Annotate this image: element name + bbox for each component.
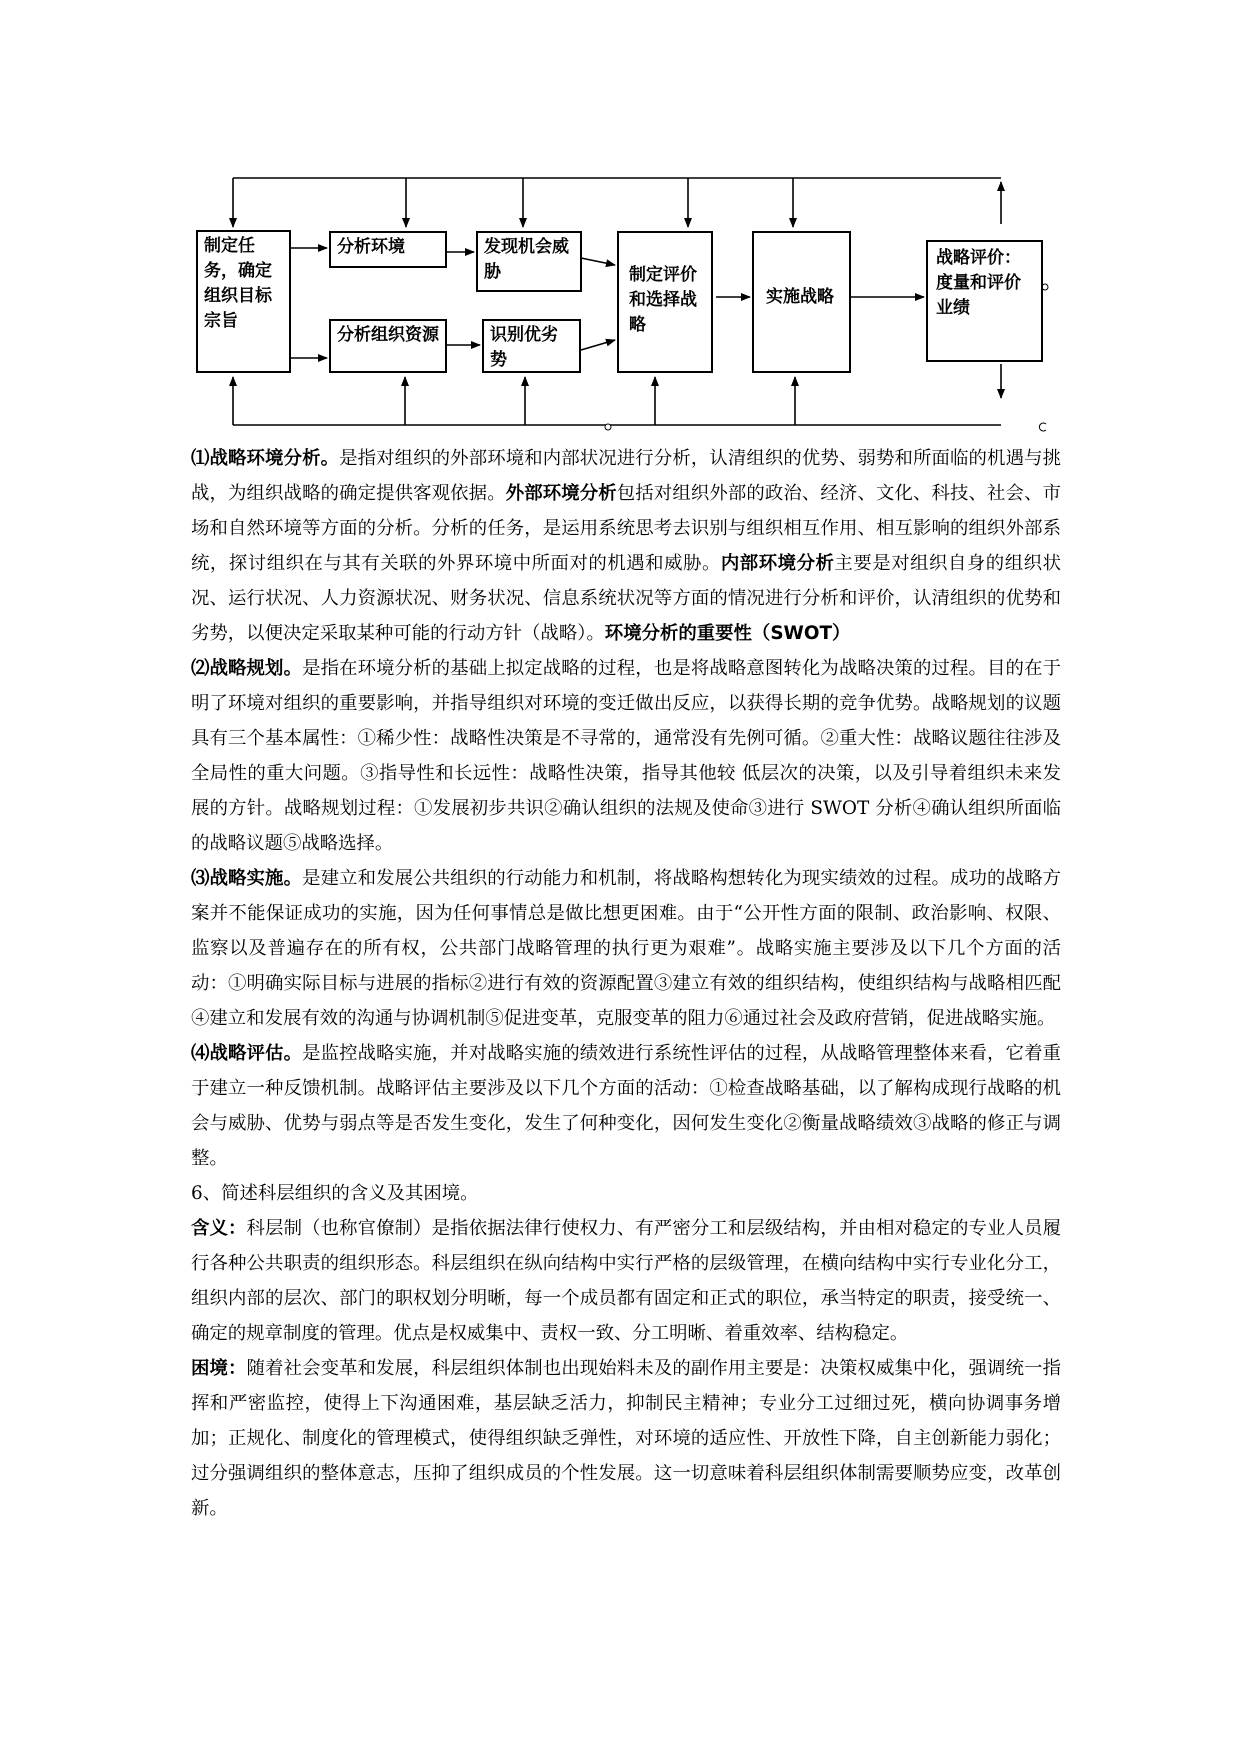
strategy-flow-diagram <box>0 0 1241 440</box>
section-title: ⑵战略规划。 <box>191 658 303 679</box>
paragraph-environment-analysis <box>191 441 1061 651</box>
paragraph-strategy-implementation <box>191 861 1061 1036</box>
paragraph-text: 是监控战略实施，并对战略实施的绩效进行系统性评估的过程，从战略管理整体来看，它着重于建立一种反馈机制。战略评估主要涉及以下几个方面的活动：①检查战略基础，以了解构成现行战略的机会与威胁、优势与弱点等是否发生变化，发生了何种变化，因何发生变化②衡量战略绩效③战略的修正与调整。 <box>191 1043 1061 1169</box>
box-implement-strategy: 实施战略 <box>752 231 851 373</box>
box-find-opportunities-threats: 发现机会威胁 <box>476 231 582 292</box>
term-internal-analysis: 内部环境分析 <box>720 553 835 574</box>
margin-mark <box>1039 423 1046 431</box>
diagram-connectors <box>0 0 1241 440</box>
paragraph-text: 是指对组织的外部环境和内部状况进行分析，认清组织的优势、弱势和所面临的机遇与挑战，为组织战略的确定提供客观依据。 <box>191 448 1061 504</box>
body-text <box>191 441 1061 1526</box>
paragraph-dilemma <box>191 1351 1061 1526</box>
box-evaluate-strategy: 战略评价：度量和评价业绩 <box>926 240 1043 362</box>
box-identify-strengths-weaknesses: 识别优劣势 <box>482 319 581 373</box>
paragraph-text: 包括对组织外部的政治、经济、文化、科技、社会、市场和自然环境等方面的分析。分析的任务，是运用系统思考去识别与组织相互作用、相互影响的组织外部系统，探讨组织在与其有关联的外界环境中所面对的机遇和威胁。 <box>191 483 1061 574</box>
term-swot-importance: 环境分析的重要性（SWOT） <box>604 623 851 644</box>
junction-dot <box>605 424 611 430</box>
box-analyze-resources: 分析组织资源 <box>329 319 447 373</box>
paragraph-text: 主要是对组织自身的组织状况、运行状况、人力资源状况、财务状况、信息系统状况等方面的情况进行分析和评价，认清组织的优势和劣势，以便决定采取某种可能的行动方针（战略）。 <box>191 553 1061 644</box>
term-external-analysis: 外部环境分析 <box>505 483 617 504</box>
box-formulate-strategy: 制定评价和选择战略 <box>617 231 713 373</box>
paragraph-text: 是指在环境分析的基础上拟定战略的过程，也是将战略意图转化为战略决策的过程。目的在于明了环境对组织的重要影响，并指导组织对环境的变迁做出反应，以获得长期的竞争优势。战略规划的议题具有三个基本属性：①稀少性：战略性决策是不寻常的，通常没有先例可循。②重大性：战略议题往往涉及全局性的重大问题。③指导性和长远性：战略性决策，指导其他较 低层次的决策，以及引导着组织未来发展的方针。战略规划过程：①发展初步共识②确认组织的法规及使命③进行 SWOT 分析④确认组织所面临的战略议题⑤战略选择。 <box>191 658 1061 854</box>
paragraph-strategy-evaluation <box>191 1036 1061 1176</box>
box-define-mission: 制定任务，确定组织目标宗旨 <box>196 230 291 373</box>
meaning-label: 含义： <box>191 1218 247 1239</box>
section-title: ⑴战略环境分析。 <box>191 448 340 469</box>
box-analyze-environment: 分析环境 <box>329 231 447 268</box>
paragraph-meaning <box>191 1211 1061 1351</box>
paragraph-text: 是建立和发展公共组织的行动能力和机制，将战略构想转化为现实绩效的过程。成功的战略方案并不能保证成功的实施，因为任何事情总是做比想更困难。由于“公开性方面的限制、政治影响、权限、监察以及普遍存在的所有权，公共部门战略管理的执行更为艰难”。战略实施主要涉及以下几个方面的活动：①明确实际目标与进展的指标②进行有效的资源配置③建立有效的组织结构，使组织结构与战略相匹配④建立和发展有效的沟通与协调机制⑤促进变革，克服变革的阻力⑥通过社会及政府营销，促进战略实施。 <box>191 868 1061 1029</box>
paragraph-text: 随着社会变革和发展，科层组织体制也出现始料未及的副作用主要是：决策权威集中化，强调统一指挥和严密监控，使得上下沟通困难，基层缺乏活力，抑制民主精神；专业分工过细过死，横向协调事务增加；正规化、制度化的管理模式，使得组织缺乏弹性，对环境的适应性、开放性下降，自主创新能力弱化；过分强调组织的整体意志，压抑了组织成员的个性发展。这一切意味着科层组织体制需要顺势应变，改革创新。 <box>191 1358 1061 1519</box>
question-heading: 6、简述科层组织的含义及其困境。 <box>191 1183 479 1204</box>
section-title: ⑶战略实施。 <box>191 868 303 889</box>
paragraph-strategic-planning <box>191 651 1061 861</box>
section-title: ⑷战略评估。 <box>191 1043 303 1064</box>
dilemma-label: 困境： <box>191 1358 247 1379</box>
paragraph-text: 科层制（也称官僚制）是指依据法律行使权力、有严密分工和层级结构，并由相对稳定的专业人员履行各种公共职责的组织形态。科层组织在纵向结构中实行严格的层级管理，在横向结构中实行专业化分工，组织内部的层次、部门的职权划分明晰，每一个成员都有固定和正式的职位，承当特定的职责，接受统一、确定的规章制度的管理。优点是权威集中、责权一致、分工明晰、着重效率、结构稳定。 <box>191 1218 1061 1344</box>
